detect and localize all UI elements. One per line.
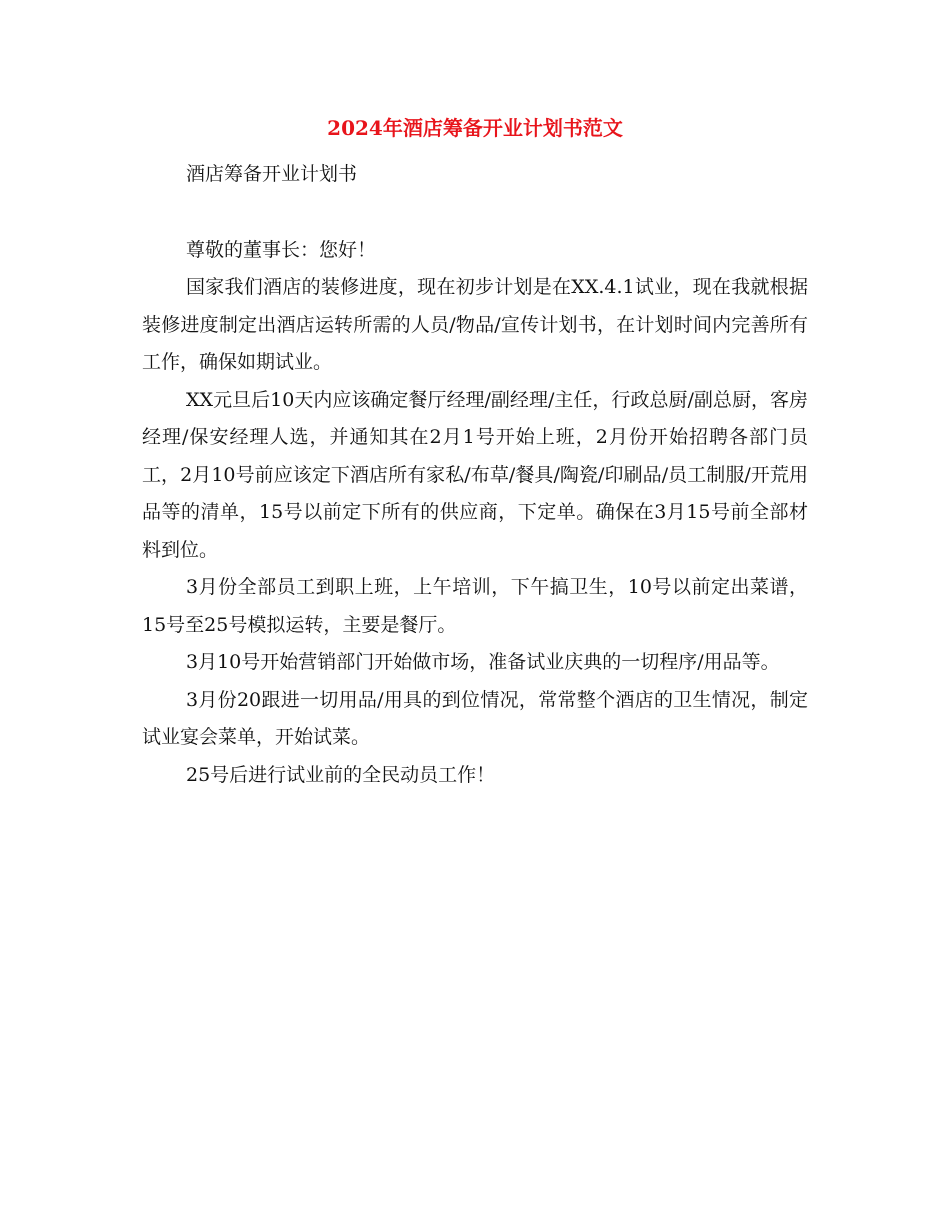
- paragraph-followup: 3月份20跟进一切用品/用具的到位情况，常常整个酒店的卫生情况，制定试业宴会菜单，开始试菜。: [142, 688, 808, 748]
- paragraph-march-training: 3月份全部员工到职上班，上午培训，下午搞卫生，10号以前定出菜谱，15号至25号模拟运转，主要是餐厅。: [142, 576, 808, 636]
- paragraph-greeting: 尊敬的董事长：您好！: [186, 238, 377, 261]
- paragraph-staffing-plan: XX元旦后10天内应该确定餐厅经理/副经理/主任，行政总厨/副总厨，客房经理/保安经理人选，并通知其在2月1号开始上班，2月份开始招聘各部门员工，2月10号前应该定下酒店所有家私/布草/餐具/陶瓷/印刷品/员工制服/开荒用品等的清单，15号以前定下所有的供应商，下定单。确保在3月15号前全部材料到位。: [142, 388, 808, 561]
- document-subtitle: 酒店筹备开业计划书: [186, 163, 358, 185]
- paragraph-mobilization: 25号后进行试业前的全民动员工作！: [186, 763, 496, 786]
- paragraph-marketing: 3月10号开始营销部门开始做市场，准备试业庆典的一切程序/用品等。: [186, 651, 780, 673]
- document-title: 2024年酒店筹备开业计划书范文: [327, 116, 623, 140]
- document-body: [142, 156, 808, 794]
- paragraph-schedule-overview: 国家我们酒店的装修进度，现在初步计划是在XX.4.1试业，现在我就根据装修进度制定出酒店运转所需的人员/物品/宣传计划书，在计划时间内完善所有工作，确保如期试业。: [142, 276, 808, 373]
